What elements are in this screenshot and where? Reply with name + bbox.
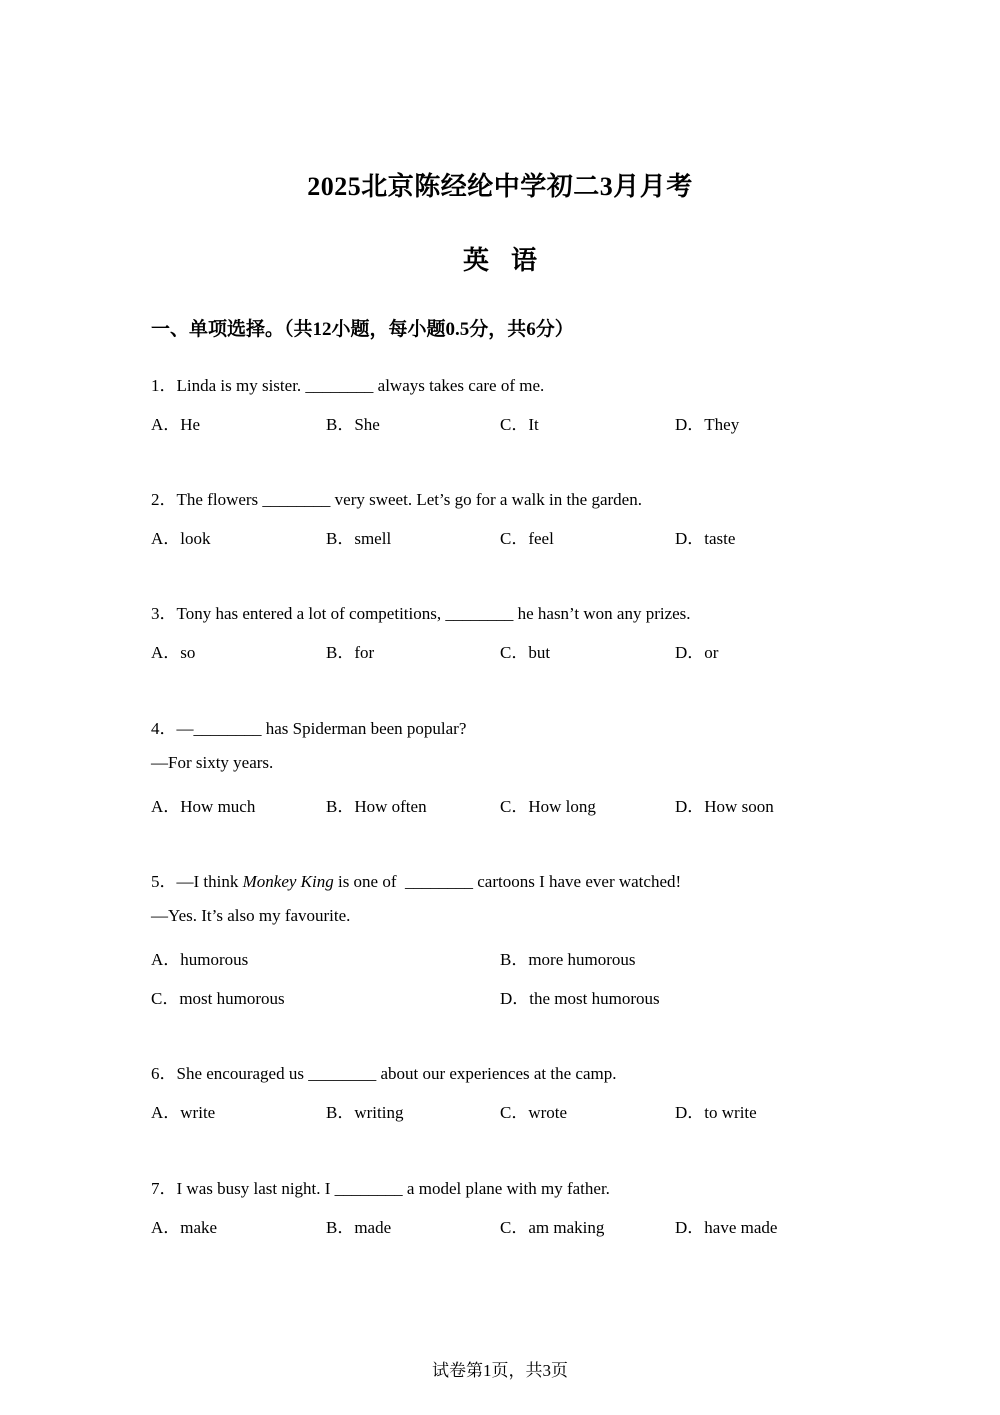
question-4-reply: —For sixty years.: [151, 753, 274, 772]
question-2-option-b[interactable]: B．smell: [326, 529, 392, 548]
question-1-stem: 1．Linda is my sister. ________ always takes care of me.: [151, 376, 545, 395]
question-5-option-b[interactable]: B．more humorous: [500, 950, 636, 969]
question-5-option-c[interactable]: C．most humorous: [151, 989, 285, 1008]
question-5-stem: [151, 867, 681, 892]
question-3-option-a[interactable]: A．so: [151, 643, 196, 662]
question-1-option-a[interactable]: A．He: [151, 415, 201, 434]
section-heading: 一、单项选择。（共12小题，每小题0.5分，共6分）: [151, 319, 574, 340]
question-7-option-d[interactable]: D．have made: [675, 1218, 778, 1237]
question-7-option-c[interactable]: C．am making: [500, 1218, 605, 1237]
question-2-option-d[interactable]: D．taste: [675, 529, 736, 548]
question-1-option-d[interactable]: D．They: [675, 415, 740, 434]
question-6-option-c[interactable]: C．wrote: [500, 1103, 568, 1122]
question-1-option-b[interactable]: B．She: [326, 415, 380, 434]
question-5-option-d[interactable]: D．the most humorous: [500, 989, 660, 1008]
question-2-option-c[interactable]: C．feel: [500, 529, 554, 548]
question-6-option-a[interactable]: A．write: [151, 1103, 216, 1122]
question-7-option-a[interactable]: A．make: [151, 1218, 218, 1237]
question-5-stem-prefix: 5．—I think: [151, 872, 243, 891]
question-6-option-d[interactable]: D．to write: [675, 1103, 757, 1122]
subject-title: 英语: [462, 246, 559, 275]
question-6-stem: 6．She encouraged us ________ about our experiences at the camp.: [151, 1064, 617, 1083]
question-4-option-b[interactable]: B．How often: [326, 797, 427, 816]
question-4-stem: 4．—________ has Spiderman been popular?: [151, 719, 467, 738]
question-7-option-b[interactable]: B．made: [326, 1218, 392, 1237]
question-3-option-c[interactable]: C．but: [500, 643, 551, 662]
question-5-reply: —Yes. It’s also my favourite.: [151, 906, 351, 925]
question-5-stem-suffix: is one of ________ cartoons I have ever watched!: [333, 872, 682, 891]
question-4-option-d[interactable]: D．How soon: [675, 797, 774, 816]
question-5-stem-title: Monkey King: [242, 872, 334, 891]
question-2-option-a[interactable]: A．look: [151, 529, 211, 548]
question-2-stem: 2．The flowers ________ very sweet. Let’s go for a walk in the garden.: [151, 490, 642, 509]
question-4-option-c[interactable]: C．How long: [500, 797, 596, 816]
question-6-option-b[interactable]: B．writing: [326, 1103, 404, 1122]
question-3-stem: 3．Tony has entered a lot of competitions, ________ he hasn’t won any prizes.: [151, 604, 691, 623]
page-title: 2025北京陈经纶中学初二3月月考: [307, 172, 693, 201]
question-7-stem: 7．I was busy last night. I ________ a model plane with my father.: [151, 1179, 610, 1198]
question-3-option-b[interactable]: B．for: [326, 643, 375, 662]
question-4-option-a[interactable]: A．How much: [151, 797, 256, 816]
question-5-option-a[interactable]: A．humorous: [151, 950, 249, 969]
question-1-option-c[interactable]: C．It: [500, 415, 539, 434]
page-footer: 试卷第1页，共3页: [432, 1361, 568, 1380]
question-3-option-d[interactable]: D．or: [675, 643, 719, 662]
